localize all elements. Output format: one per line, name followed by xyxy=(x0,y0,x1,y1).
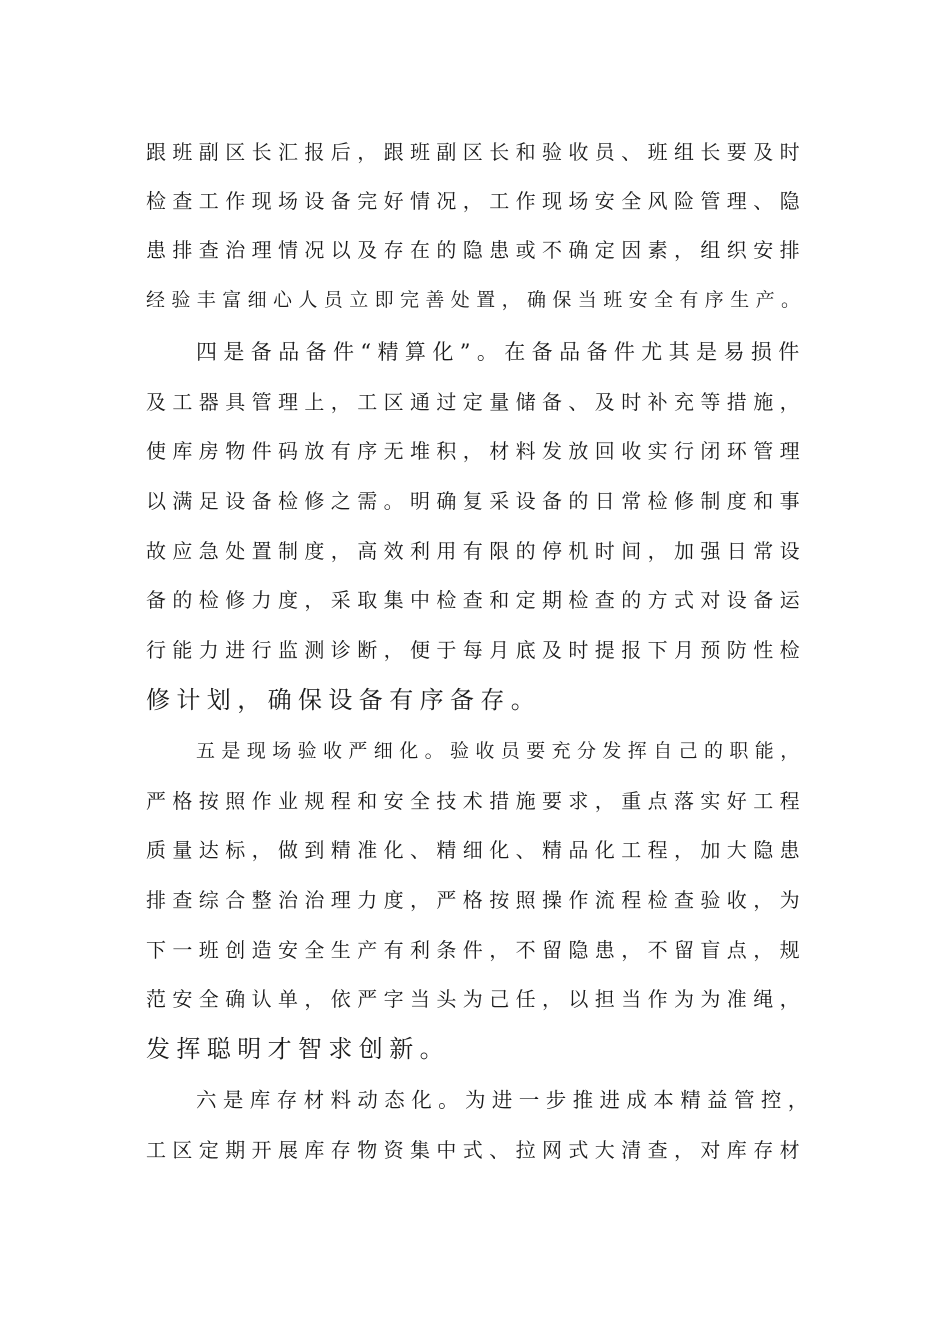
text-line: 质量达标，做到精准化、精细化、精品化工程，加大隐患 xyxy=(146,838,806,862)
text-line: 工区定期开展库存物资集中式、拉网式大清查，对库存材 xyxy=(146,1138,806,1162)
text-line: 修计划，确保设备有序备存。 xyxy=(146,686,542,714)
text-line: 经验丰富细心人员立即完善处置，确保当班安全有序生产。 xyxy=(146,289,807,311)
paragraph-5-first-line: 五是现场验收严细化。验收员要充分发挥自己的职能， xyxy=(196,740,806,762)
text-line: 下一班创造安全生产有利条件，不留隐患，不留盲点，规 xyxy=(146,938,806,962)
text-line: 严格按照作业规程和安全技术措施要求，重点落实好工程 xyxy=(146,789,806,813)
text-line: 行能力进行监测诊断，便于每月底及时提报下月预防性检 xyxy=(146,638,806,662)
text-line: 及工器具管理上，工区通过定量储备、及时补充等措施， xyxy=(146,390,806,414)
paragraph-4-first-line: 四是备品备件“精算化”。在备品备件尤其是易损件 xyxy=(196,340,806,364)
text-line: 检查工作现场设备完好情况，工作现场安全风险管理、隐 xyxy=(146,189,806,213)
text-line: 排查综合整治治理力度，严格按照操作流程检查验收，为 xyxy=(146,888,806,912)
text-line: 发挥聪明才智求创新。 xyxy=(146,1035,450,1063)
text-line: 范安全确认单，依严字当头为己任，以担当作为为准绳， xyxy=(146,987,806,1011)
text-line: 患排查治理情况以及存在的隐患或不确定因素，组织安排 xyxy=(146,238,806,262)
text-line: 故应急处置制度，高效利用有限的停机时间，加强日常设 xyxy=(146,539,806,563)
text-line: 以满足设备检修之需。明确复采设备的日常检修制度和事 xyxy=(146,489,806,513)
paragraph-6-first-line: 六是库存材料动态化。为进一步推进成本精益管控， xyxy=(196,1088,815,1112)
text-line: 备的检修力度，采取集中检查和定期检查的方式对设备运 xyxy=(146,588,806,612)
text-line: 使库房物件码放有序无堆积，材料发放回收实行闭环管理 xyxy=(146,439,806,463)
text-line: 跟班副区长汇报后，跟班副区长和验收员、班组长要及时 xyxy=(146,140,806,164)
